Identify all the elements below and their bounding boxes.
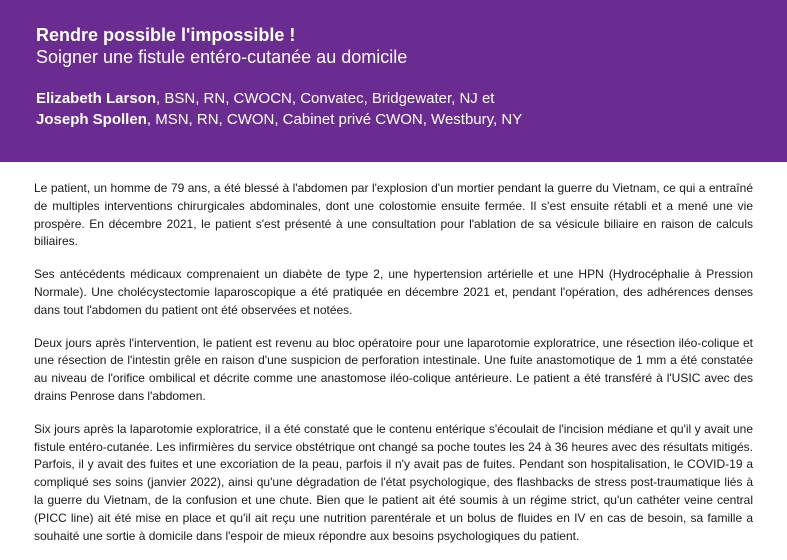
body-paragraph: Le patient, un homme de 79 ans, a été blessé à l'abdomen par l'explosion d'un mortier pendant la guerre du Vietnam, ce qui a entraîné de multiples interventions chirurgicales abdominales, dont une colostomie ensuite fermée. Il s'est ensuite rétabli et a mené une vie prospère. En décembre 2021, le patient s'est présenté à une consultation pour l'ablation de sa vésicule biliaire en raison de calculs biliaires.	[34, 181, 753, 249]
body-paragraph: Ses antécédents médicaux comprenaient un diabète de type 2, une hypertension artérielle et une HPN (Hydrocéphalie à Pression Normale). Une cholécystectomie laparoscopique a été pratiquée en décembre 2021 et, pendant l'opération, des adhérences denses dans tout l'abdomen du patient ont été observées et notées.	[34, 267, 753, 317]
author-details: , MSN, RN, CWON, Cabinet privé CWON, Westbury, NY	[146, 111, 523, 128]
article-header-banner	[0, 0, 787, 162]
author-details: , BSN, RN, CWOCN, Convatec, Bridgewater, NJ et	[156, 90, 495, 107]
author-name: Joseph Spollen	[36, 111, 147, 128]
article-title: Rendre possible l'impossible !	[36, 25, 296, 45]
article-body	[34, 180, 753, 560]
body-paragraph: Six jours après la laparotomie exploratrice, il a été constaté que le contenu entérique s'écoulait de l'incision médiane et qu'il y avait une fistule entéro-cutanée. Les infirmières du service obstétrique ont changé sa poche toutes les 24 à 36 heures avec des résultats mitigés. Parfois, il y avait des fuites et une excoriation de la peau, parfois il n'y avait pas de fuites. Pendant son hospitalisation, le COVID-19 a compliqué ses soins (janvier 2022), ainsi qu'une dégradation de l'état psychologique, des flashbacks de stress post-traumatique liés à la guerre du Vietnam, de la confusion et une chute. Bien que le patient ait été soumis à un régime strict, qu'un cathéter veine central (PICC line) ait été mise en place et qu'il ait reçu une nutrition parentérale et un bolus de fluides en IV en cas de besoin, sa famille a souhaité une sortie à domicile dans l'espoir de mieux répondre aux besoins psychologiques du patient.	[34, 421, 753, 543]
author-line	[36, 109, 751, 130]
author-line	[36, 88, 751, 109]
article-subtitle: Soigner une fistule entéro-cutanée au domicile	[36, 47, 408, 67]
body-paragraph: Deux jours après l'intervention, le patient est revenu au bloc opératoire pour une laparotomie exploratrice, une résection iléo-colique et une résection de l'intestin grêle en raison d'une suspicion de perforation intestinale. Une fuite anastomotique de 1 mm a été constatée au niveau de l'orifice ombilical et décrite comme une anastomose iléo-colique antérieure. Le patient a été transféré à l'USIC avec des drains Penrose dans l'abdomen.	[34, 335, 753, 403]
author-list	[36, 88, 751, 130]
author-name: Elizabeth Larson	[36, 90, 157, 107]
